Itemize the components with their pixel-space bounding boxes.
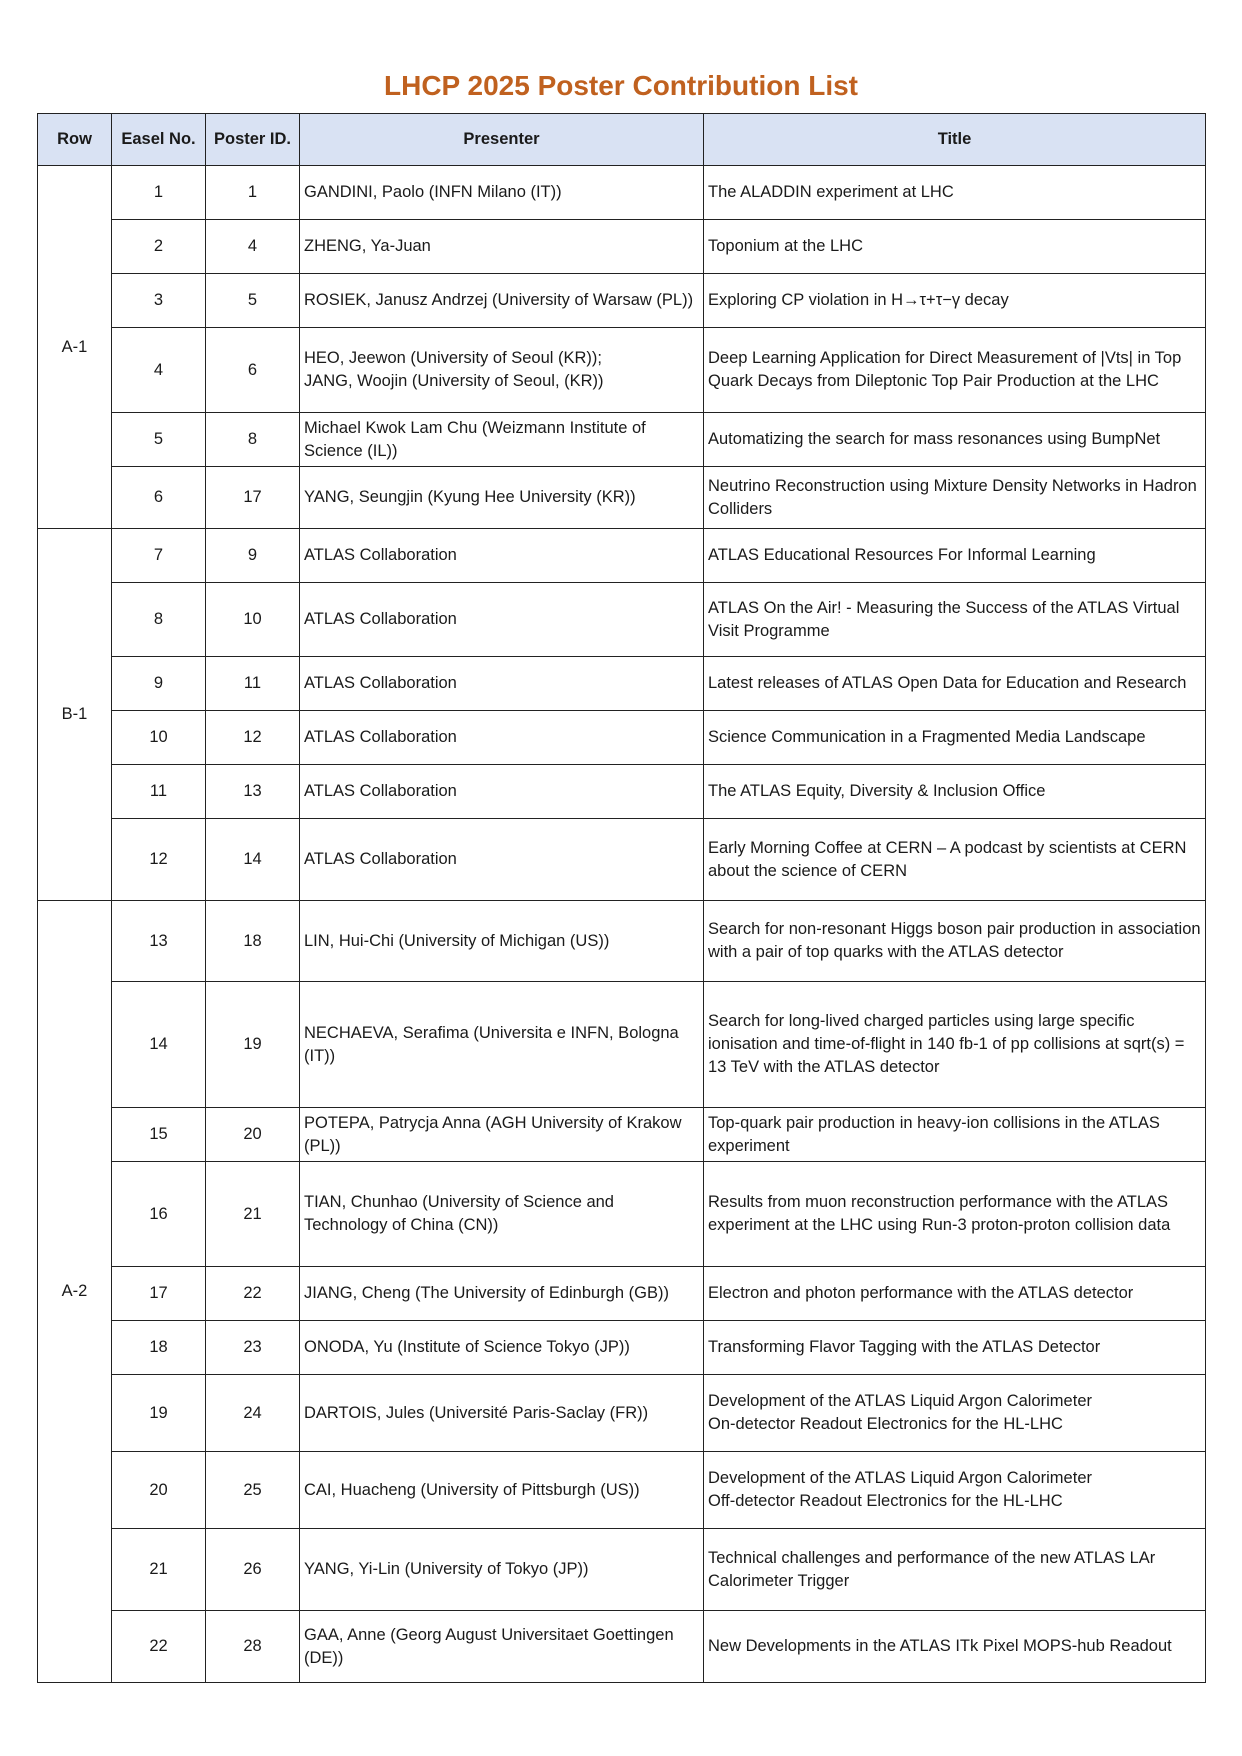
poster-id-cell: 17: [206, 467, 300, 529]
header-row: Row: [38, 114, 112, 166]
title-cell: Toponium at the LHC: [704, 220, 1206, 274]
easel-cell: 19: [112, 1375, 206, 1452]
title-cell: Top-quark pair production in heavy-ion collisions in the ATLAS experiment: [704, 1108, 1206, 1162]
table-row: [38, 413, 1206, 467]
title-cell: The ATLAS Equity, Diversity & Inclusion Office: [704, 765, 1206, 819]
easel-cell: 6: [112, 467, 206, 529]
title-cell: Results from muon reconstruction performance with the ATLAS experiment at the LHC using Run-3 proton-proton collision data: [704, 1162, 1206, 1267]
easel-cell: 9: [112, 657, 206, 711]
presenter-cell: ZHENG, Ya-Juan: [300, 220, 704, 274]
easel-cell: 3: [112, 274, 206, 328]
poster-id-cell: 11: [206, 657, 300, 711]
title-cell: Development of the ATLAS Liquid Argon Calorimeter On-detector Readout Electronics for the HL-LHC: [704, 1375, 1206, 1452]
table-row: [38, 1529, 1206, 1611]
presenter-cell: ROSIEK, Janusz Andrzej (University of Warsaw (PL)): [300, 274, 704, 328]
header-presenter: Presenter: [300, 114, 704, 166]
easel-cell: 5: [112, 413, 206, 467]
title-cell: Automatizing the search for mass resonances using BumpNet: [704, 413, 1206, 467]
presenter-cell: GANDINI, Paolo (INFN Milano (IT)): [300, 166, 704, 220]
poster-id-cell: 22: [206, 1267, 300, 1321]
easel-cell: 1: [112, 166, 206, 220]
table-row: [38, 1611, 1206, 1683]
easel-cell: 13: [112, 901, 206, 982]
table-row: [38, 1375, 1206, 1452]
table-row: [38, 220, 1206, 274]
easel-cell: 18: [112, 1321, 206, 1375]
table-row: [38, 274, 1206, 328]
poster-id-cell: 14: [206, 819, 300, 901]
title-cell: Search for non-resonant Higgs boson pair production in association with a pair of top quarks with the ATLAS detector: [704, 901, 1206, 982]
presenter-cell: DARTOIS, Jules (Université Paris-Saclay (FR)): [300, 1375, 704, 1452]
presenter-cell: JIANG, Cheng (The University of Edinburgh (GB)): [300, 1267, 704, 1321]
poster-id-cell: 19: [206, 982, 300, 1108]
table-row: [38, 819, 1206, 901]
row-group-cell: B-1: [38, 529, 112, 901]
title-cell: ATLAS On the Air! - Measuring the Success of the ATLAS Virtual Visit Programme: [704, 583, 1206, 657]
title-cell: ATLAS Educational Resources For Informal Learning: [704, 529, 1206, 583]
title-cell: Neutrino Reconstruction using Mixture Density Networks in Hadron Colliders: [704, 467, 1206, 529]
table-row: [38, 657, 1206, 711]
poster-id-cell: 23: [206, 1321, 300, 1375]
title-cell: The ALADDIN experiment at LHC: [704, 166, 1206, 220]
easel-cell: 10: [112, 711, 206, 765]
page-title: LHCP 2025 Poster Contribution List: [384, 70, 858, 101]
presenter-cell: CAI, Huacheng (University of Pittsburgh (US)): [300, 1452, 704, 1529]
poster-id-cell: 10: [206, 583, 300, 657]
presenter-cell: POTEPA, Patrycja Anna (AGH University of Krakow (PL)): [300, 1108, 704, 1162]
presenter-cell: ATLAS Collaboration: [300, 657, 704, 711]
poster-id-cell: 4: [206, 220, 300, 274]
poster-id-cell: 1: [206, 166, 300, 220]
presenter-cell: Michael Kwok Lam Chu (Weizmann Institute of Science (IL)): [300, 413, 704, 467]
easel-cell: 7: [112, 529, 206, 583]
table-body: [38, 166, 1206, 1683]
table-header-row: [38, 114, 1206, 166]
easel-cell: 12: [112, 819, 206, 901]
table-row: [38, 901, 1206, 982]
easel-cell: 16: [112, 1162, 206, 1267]
easel-cell: 8: [112, 583, 206, 657]
poster-id-cell: 20: [206, 1108, 300, 1162]
title-cell: Electron and photon performance with the ATLAS detector: [704, 1267, 1206, 1321]
table-row: [38, 1267, 1206, 1321]
title-cell: Development of the ATLAS Liquid Argon Calorimeter Off-detector Readout Electronics for the HL-LHC: [704, 1452, 1206, 1529]
easel-cell: 4: [112, 328, 206, 413]
poster-id-cell: 26: [206, 1529, 300, 1611]
title-cell: Exploring CP violation in H→τ+τ−γ decay: [704, 274, 1206, 328]
title-cell: Technical challenges and performance of the new ATLAS LAr Calorimeter Trigger: [704, 1529, 1206, 1611]
table-row: [38, 1321, 1206, 1375]
table-row: [38, 166, 1206, 220]
table-row: [38, 1108, 1206, 1162]
title-cell: Search for long-lived charged particles using large specific ionisation and time-of-flight in 140 fb-1 of pp collisions at sqrt(s) = 13 TeV with the ATLAS detector: [704, 982, 1206, 1108]
row-group-cell: A-1: [38, 166, 112, 529]
presenter-cell: NECHAEVA, Serafima (Universita e INFN, Bologna (IT)): [300, 982, 704, 1108]
title-cell: Science Communication in a Fragmented Media Landscape: [704, 711, 1206, 765]
easel-cell: 20: [112, 1452, 206, 1529]
easel-cell: 21: [112, 1529, 206, 1611]
presenter-cell: ONODA, Yu (Institute of Science Tokyo (JP)): [300, 1321, 704, 1375]
header-easel: Easel No.: [112, 114, 206, 166]
header-title: Title: [704, 114, 1206, 166]
title-cell: Early Morning Coffee at CERN – A podcast by scientists at CERN about the science of CERN: [704, 819, 1206, 901]
poster-id-cell: 12: [206, 711, 300, 765]
poster-id-cell: 18: [206, 901, 300, 982]
easel-cell: 14: [112, 982, 206, 1108]
poster-id-cell: 13: [206, 765, 300, 819]
title-cell: Transforming Flavor Tagging with the ATLAS Detector: [704, 1321, 1206, 1375]
poster-id-cell: 28: [206, 1611, 300, 1683]
presenter-cell: LIN, Hui-Chi (University of Michigan (US)): [300, 901, 704, 982]
poster-id-cell: 24: [206, 1375, 300, 1452]
poster-id-cell: 5: [206, 274, 300, 328]
presenter-cell: YANG, Yi-Lin (University of Tokyo (JP)): [300, 1529, 704, 1611]
easel-cell: 17: [112, 1267, 206, 1321]
poster-id-cell: 6: [206, 328, 300, 413]
table-row: [38, 982, 1206, 1108]
poster-table: [37, 113, 1206, 1683]
presenter-cell: ATLAS Collaboration: [300, 819, 704, 901]
title-cell: Latest releases of ATLAS Open Data for Education and Research: [704, 657, 1206, 711]
table-row: [38, 765, 1206, 819]
presenter-cell: TIAN, Chunhao (University of Science and Technology of China (CN)): [300, 1162, 704, 1267]
presenter-cell: ATLAS Collaboration: [300, 711, 704, 765]
table-row: [38, 1452, 1206, 1529]
table-row: [38, 328, 1206, 413]
poster-id-cell: 8: [206, 413, 300, 467]
table-row: [38, 711, 1206, 765]
table-row: [38, 529, 1206, 583]
title-cell: New Developments in the ATLAS ITk Pixel MOPS-hub Readout: [704, 1611, 1206, 1683]
table-row: [38, 467, 1206, 529]
table-row: [38, 583, 1206, 657]
easel-cell: 11: [112, 765, 206, 819]
presenter-cell: GAA, Anne (Georg August Universitaet Goettingen (DE)): [300, 1611, 704, 1683]
header-poster: Poster ID.: [206, 114, 300, 166]
easel-cell: 2: [112, 220, 206, 274]
easel-cell: 22: [112, 1611, 206, 1683]
title-cell: Deep Learning Application for Direct Measurement of |Vts| in Top Quark Decays from Dileptonic Top Pair Production at the LHC: [704, 328, 1206, 413]
poster-id-cell: 9: [206, 529, 300, 583]
poster-id-cell: 21: [206, 1162, 300, 1267]
presenter-cell: ATLAS Collaboration: [300, 529, 704, 583]
presenter-cell: YANG, Seungjin (Kyung Hee University (KR)): [300, 467, 704, 529]
presenter-cell: ATLAS Collaboration: [300, 583, 704, 657]
easel-cell: 15: [112, 1108, 206, 1162]
poster-id-cell: 25: [206, 1452, 300, 1529]
presenter-cell: ATLAS Collaboration: [300, 765, 704, 819]
presenter-cell: HEO, Jeewon (University of Seoul (KR)); JANG, Woojin (University of Seoul, (KR)): [300, 328, 704, 413]
table-row: [38, 1162, 1206, 1267]
row-group-cell: A-2: [38, 901, 112, 1683]
